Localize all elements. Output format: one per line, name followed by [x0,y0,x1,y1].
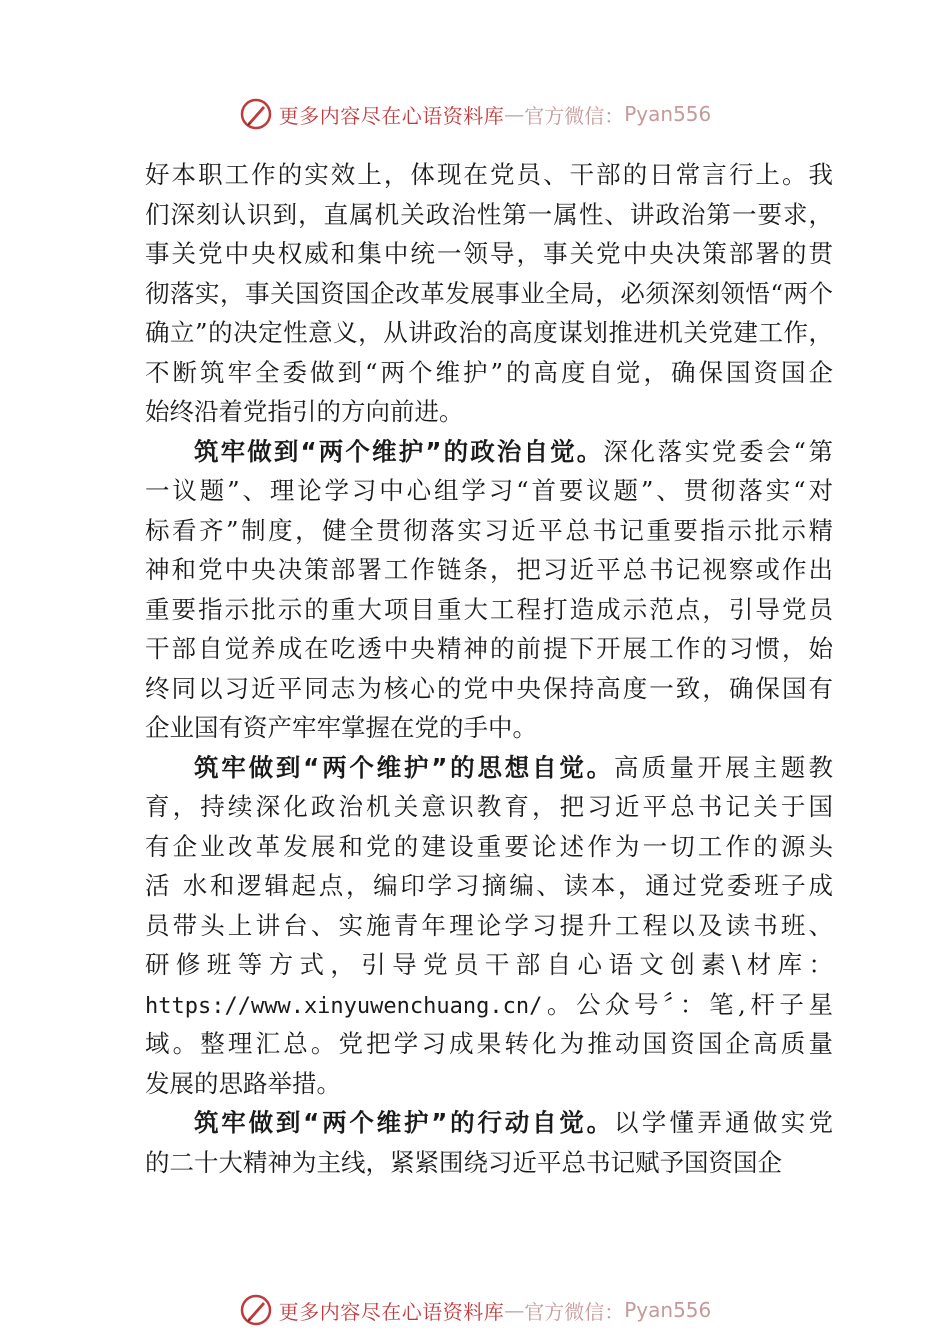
text-line: 们深刻认识到，直属机关政治性第一属性、讲政治第一要求， [145,199,833,229]
banner-separator: — [504,102,525,126]
text-line: 域。整理汇总。党把学习成果转化为推动国资国企高质量 [145,1029,833,1058]
paragraph-3 [145,748,833,1104]
banner-wechat-id: Pyan556 [624,1298,712,1322]
text-line: 终同以习近平同志为核心的党中央保持高度一致，确保国有 [145,673,833,703]
banner-wechat-label: 官方微信： [524,1299,625,1324]
text-line: 彻落实，事关国资国企改革发展事业全局，必须深刻领悟“两个 [145,278,833,308]
paragraph-text: 深化落实党委会“第 [603,436,834,466]
paragraph-heading: 筑牢做到“两个维护”的行动自觉。 [194,1108,614,1137]
text-line [145,985,833,1025]
quill-pen-circle-icon [239,1293,273,1327]
text-line [145,432,833,472]
text-line: 好本职工作的实效上，体现在党员、干部的日常言行上。我 [145,160,833,189]
text-line: 干部自觉养成在吃透中央精神的前提下开展工作的习惯，始 [145,634,833,663]
document-body [145,155,833,1182]
text-line: 事关党中央权威和集中统一领导，事关党中央决策部署的贯 [145,239,833,268]
text-line: 育，持续深化政治机关意识教育，把习近平总书记关于国 [145,792,833,821]
header-banner [0,94,950,134]
text-line [145,748,833,788]
paragraph-heading: 筑牢做到“两个维护”的政治自觉。 [194,436,604,466]
quill-pen-circle-icon [239,97,273,131]
paragraph-text: 。公众号〞：笔,杆子星 [542,989,833,1019]
text-line: 一议题”、理论学习中心组学习“首要议题”、贯彻落实“对 [145,476,833,505]
paragraph-4 [145,1103,833,1182]
text-line: 重要指示批示的重大项目重大工程打造成示范点，引导党员 [145,594,833,624]
text-line: 活 水和逻辑起点，编印学习摘编、读本，通过党委班子成 [145,871,833,900]
paragraph-text: 以学懂弄通做实党 [613,1108,834,1137]
banner-main-text: 更多内容尽在心语资料库 [278,1299,505,1324]
paragraph-1 [145,155,833,432]
website-url: https://www.xinyuwenchuang.cn/ [145,993,543,1019]
text-line: 神和党中央决策部署工作链条，把习近平总书记视察或作出 [145,555,833,584]
text-line: 有企业改革发展和党的建设重要论述作为一切工作的源头 [145,831,833,861]
text-line: 不断筑牢全委做到“两个维护”的高度自觉，确保国资国企 [145,357,833,387]
text-line: 标看齐”制度，健全贯彻落实习近平总书记重要指示批示精 [145,515,833,545]
text-line: 确立”的决定性意义，从讲政治的高度谋划推进机关党建工作， [145,318,833,347]
text-line: 员带头上讲台、实施青年理论学习提升工程以及读书班、 [145,910,833,940]
text-line: 始终沿着党指引的方向前进。 [145,397,464,426]
banner-wechat-id: Pyan556 [624,102,712,126]
text-line: 发展的思路举措。 [145,1068,341,1098]
paragraph-heading: 筑牢做到“两个维护”的思想自觉。 [194,752,614,782]
banner-main-text: 更多内容尽在心语资料库 [278,103,505,128]
paragraph-text: 高质量开展主题教 [613,752,834,782]
banner-wechat-label: 官方微信： [524,103,625,128]
text-line: 研修班等方式，引导党员干部自心语文创素\材库： [145,950,833,979]
text-line: 企业国有资产牢牢掌握在党的手中。 [145,713,537,742]
banner-separator: — [504,1298,525,1322]
text-line [145,1103,833,1143]
paragraph-2 [145,432,833,748]
text-line: 的二十大精神为主线，紧紧围绕习近平总书记赋予国资国企 [145,1147,782,1177]
footer-banner [0,1290,950,1330]
